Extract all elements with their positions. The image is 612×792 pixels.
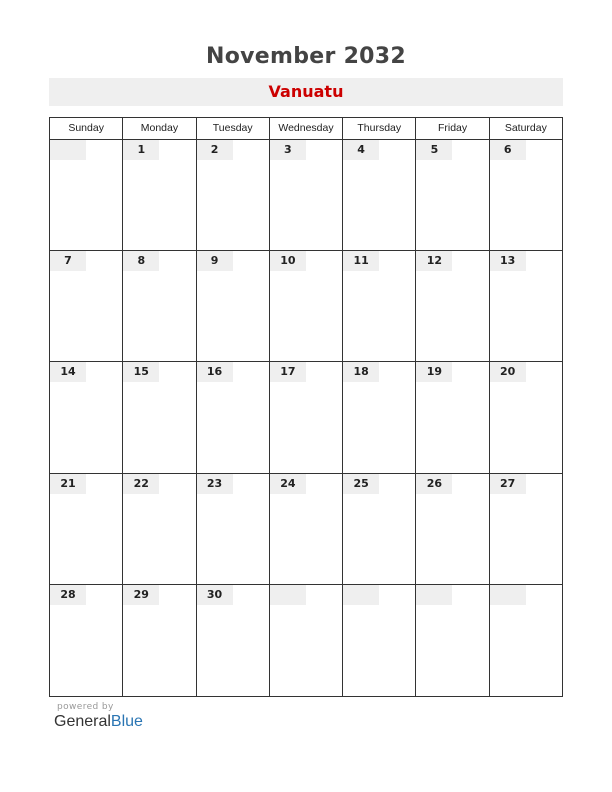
country-band bbox=[49, 78, 563, 106]
day-number: 1 bbox=[123, 140, 159, 160]
day-cell bbox=[269, 251, 342, 361]
week-row-5 bbox=[50, 585, 562, 696]
calendar-grid bbox=[49, 117, 563, 697]
day-cell bbox=[50, 362, 122, 472]
day-number: 5 bbox=[416, 140, 452, 160]
weekday-header-row bbox=[50, 118, 562, 140]
day-cell bbox=[196, 362, 269, 472]
day-cell bbox=[50, 251, 122, 361]
weekday-monday: Monday bbox=[122, 118, 195, 139]
day-number: 23 bbox=[197, 474, 233, 494]
day-number: 13 bbox=[490, 251, 526, 271]
day-cell bbox=[50, 474, 122, 584]
day-cell bbox=[415, 362, 488, 472]
weekday-wednesday: Wednesday bbox=[269, 118, 342, 139]
day-cell bbox=[196, 585, 269, 696]
day-cell bbox=[50, 140, 122, 250]
day-number bbox=[50, 140, 86, 160]
day-number: 17 bbox=[270, 362, 306, 382]
day-cell bbox=[489, 251, 562, 361]
day-cell bbox=[122, 140, 195, 250]
day-cell bbox=[196, 474, 269, 584]
day-cell bbox=[415, 585, 488, 696]
day-number: 9 bbox=[197, 251, 233, 271]
weekday-sunday: Sunday bbox=[68, 122, 104, 134]
day-number: 29 bbox=[123, 585, 159, 605]
day-number: 10 bbox=[270, 251, 306, 271]
day-number: 14 bbox=[50, 362, 86, 382]
weekday-friday: Friday bbox=[415, 118, 488, 139]
day-number: 7 bbox=[50, 251, 86, 271]
day-number: 3 bbox=[270, 140, 306, 160]
day-cell bbox=[269, 362, 342, 472]
day-cell bbox=[342, 362, 415, 472]
day-number: 30 bbox=[197, 585, 233, 605]
day-number: 15 bbox=[123, 362, 159, 382]
day-cell bbox=[196, 140, 269, 250]
day-cell bbox=[415, 140, 488, 250]
day-number bbox=[490, 585, 526, 605]
weekday-thursday: Thursday bbox=[342, 118, 415, 139]
week-row-4 bbox=[50, 474, 562, 585]
day-number: 12 bbox=[416, 251, 452, 271]
day-number: 6 bbox=[490, 140, 526, 160]
day-number: 26 bbox=[416, 474, 452, 494]
week-row-3 bbox=[50, 362, 562, 473]
day-number: 22 bbox=[123, 474, 159, 494]
day-cell bbox=[489, 140, 562, 250]
day-number: 16 bbox=[197, 362, 233, 382]
day-number bbox=[416, 585, 452, 605]
weekday-saturday: Saturday bbox=[489, 118, 562, 139]
day-number: 11 bbox=[343, 251, 379, 271]
day-cell bbox=[269, 585, 342, 696]
day-cell bbox=[342, 474, 415, 584]
day-number: 24 bbox=[270, 474, 306, 494]
day-number: 25 bbox=[343, 474, 379, 494]
day-cell bbox=[489, 585, 562, 696]
day-cell bbox=[489, 362, 562, 472]
day-number: 2 bbox=[197, 140, 233, 160]
day-number: 8 bbox=[123, 251, 159, 271]
day-number bbox=[270, 585, 306, 605]
day-cell bbox=[50, 585, 122, 696]
day-number: 19 bbox=[416, 362, 452, 382]
day-number: 27 bbox=[490, 474, 526, 494]
brand-logo[interactable] bbox=[54, 713, 143, 731]
day-number bbox=[343, 585, 379, 605]
day-cell bbox=[122, 362, 195, 472]
day-number: 21 bbox=[50, 474, 86, 494]
country-name: Vanuatu bbox=[268, 82, 344, 101]
day-cell bbox=[415, 474, 488, 584]
day-cell bbox=[196, 251, 269, 361]
weekday-tuesday: Tuesday bbox=[196, 118, 269, 139]
day-cell bbox=[415, 251, 488, 361]
day-cell bbox=[342, 251, 415, 361]
day-cell bbox=[489, 474, 562, 584]
day-cell bbox=[342, 585, 415, 696]
day-number: 4 bbox=[343, 140, 379, 160]
day-cell bbox=[122, 474, 195, 584]
weeks-container bbox=[50, 140, 562, 696]
brand-general-text: General bbox=[54, 713, 111, 730]
week-row-1 bbox=[50, 140, 562, 251]
week-row-2 bbox=[50, 251, 562, 362]
day-cell bbox=[269, 140, 342, 250]
day-number: 20 bbox=[490, 362, 526, 382]
day-cell bbox=[122, 585, 195, 696]
day-cell bbox=[342, 140, 415, 250]
day-cell bbox=[122, 251, 195, 361]
calendar-title: November 2032 bbox=[205, 44, 407, 69]
day-number: 18 bbox=[343, 362, 379, 382]
powered-by-label: powered by bbox=[57, 702, 114, 712]
brand-blue-text: Blue bbox=[110, 713, 143, 730]
day-number: 28 bbox=[50, 585, 86, 605]
day-cell bbox=[269, 474, 342, 584]
